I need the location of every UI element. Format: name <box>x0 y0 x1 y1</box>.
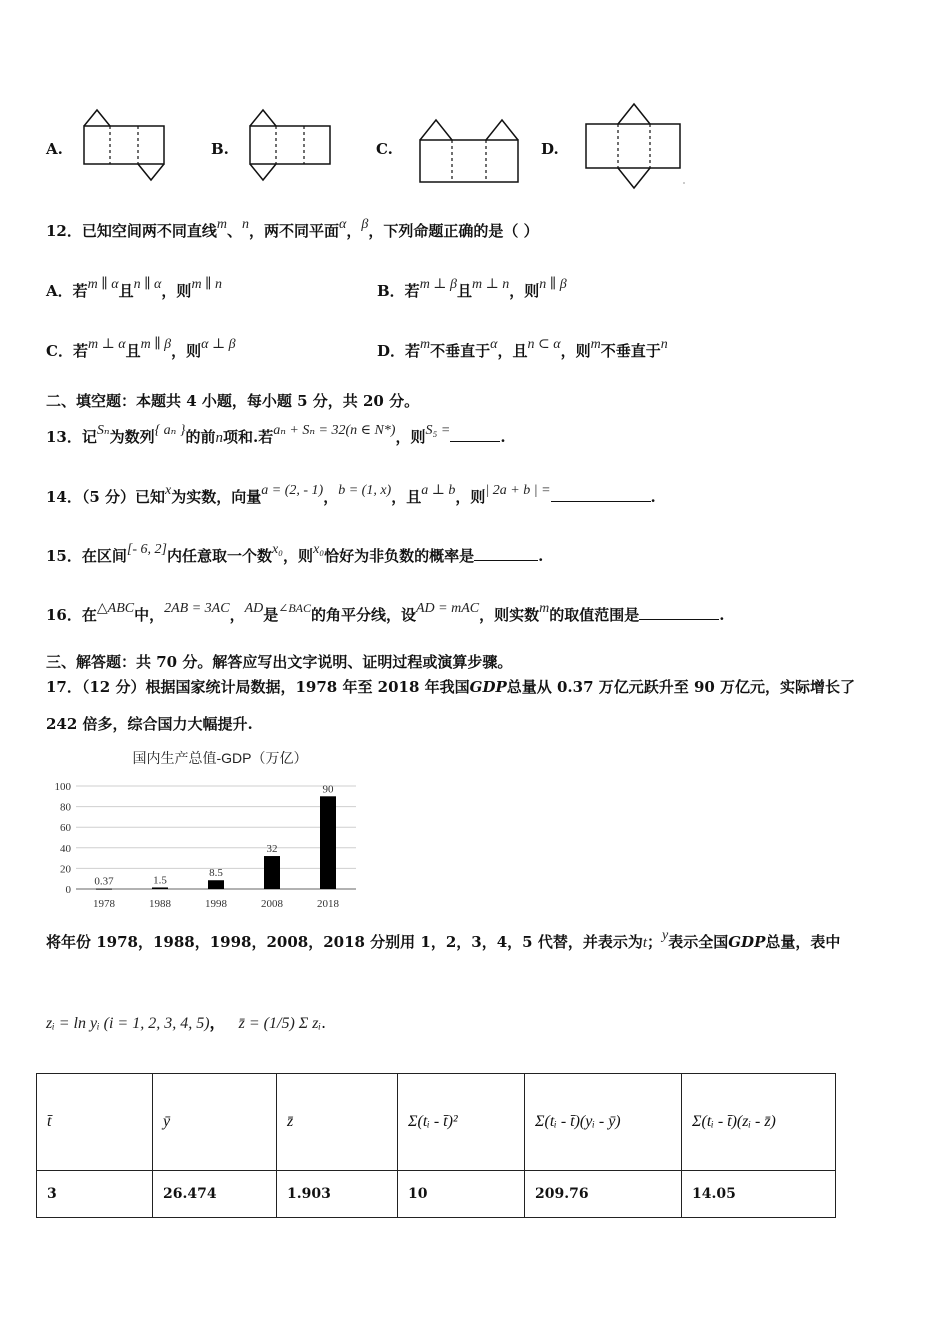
q11-option-b-label: B. <box>211 140 229 158</box>
q14-comma: ， <box>323 488 339 506</box>
y-tick-label: 80 <box>60 801 71 814</box>
data-label: 32 <box>266 843 278 856</box>
q15-p4: 恰好为非负数的概率是 <box>324 547 475 565</box>
table-cell: 26.474 <box>153 1171 277 1218</box>
q14-p3: ，且 <box>391 488 422 506</box>
x-tick-label: 2008 <box>261 898 283 910</box>
chart-title: 国内生产总值-GDP（万亿） <box>132 750 308 766</box>
q12-c-then: ，则 <box>171 342 202 360</box>
q15-interval: [- 6, 2] <box>126 542 167 557</box>
table-header-cell: t̄ <box>37 1074 153 1171</box>
q12-stem <box>46 217 539 241</box>
x-tick-label: 1998 <box>205 898 227 910</box>
section-3-heading: 三、解答题：共 70 分。解答应写出文字说明、证明过程或演算步骤。 <box>46 653 513 671</box>
q17-t: t <box>642 935 647 951</box>
q12-d-c2: α <box>490 337 498 352</box>
q12-c-c3: α ⊥ β <box>201 337 236 352</box>
q12-d-c4: m <box>590 337 601 352</box>
bar-1978 <box>96 889 112 890</box>
q16-answer-blank[interactable] <box>639 605 719 620</box>
q11-option-d-label: D. <box>541 140 559 158</box>
y-tick-label: 0 <box>65 884 71 896</box>
section-2-heading: 二、填空题：本题共 4 小题，每小题 5 分，共 20 分。 <box>46 392 420 410</box>
q16-ang: ∠BAC <box>278 601 311 615</box>
bar-2008 <box>264 856 280 889</box>
y-tick-label: 60 <box>60 822 71 835</box>
q12-c-label: C．若 <box>46 342 88 360</box>
q13-answer-blank[interactable] <box>450 427 500 442</box>
q17-formula-2: z̄ = (1/5) Σ zᵢ <box>238 1015 322 1032</box>
q12-b-c1: m ⊥ β <box>419 277 457 292</box>
q12-stem-beta: β <box>361 217 369 232</box>
bar-1988 <box>152 887 168 889</box>
q14 <box>46 483 656 507</box>
table-header-row <box>37 1074 836 1171</box>
bar-2018 <box>320 796 336 889</box>
q13-end: . <box>500 428 506 446</box>
q16-p2: 中， <box>134 606 165 624</box>
q16-p3: 是 <box>263 606 279 624</box>
q15-x0b: x₀ <box>313 542 325 557</box>
q15 <box>46 542 544 566</box>
q17-gdp2: GDP <box>728 933 766 951</box>
q12-option-b <box>377 277 567 301</box>
x-tick-label: 1978 <box>93 898 115 910</box>
table-header-cell: Σ(tᵢ - t̄)² <box>398 1074 525 1171</box>
q12-b-then: ，则 <box>509 282 540 300</box>
q15-x0: x₀ <box>271 542 284 557</box>
q17-formulas <box>46 1010 326 1033</box>
data-label: 8.5 <box>209 867 223 880</box>
table-cell: 209.76 <box>525 1171 682 1218</box>
x-tick-label: 2018 <box>317 898 339 910</box>
q15-p1: 15．在区间 <box>46 547 127 565</box>
q12-a-c3: m ∥ n <box>191 277 223 292</box>
q16-tri: △ABC <box>96 601 135 616</box>
q17-formula-1: zᵢ = ln yᵢ (i = 1, 2, 3, 4, 5) <box>46 1015 210 1032</box>
q11-figure-a <box>80 106 170 186</box>
q14-p1: 14．（5 分）已知 <box>46 488 166 506</box>
q12-d-t2: ，且 <box>497 342 528 360</box>
q16-p4: 的角平分线，设 <box>310 606 416 624</box>
q12-stem-m: m <box>216 217 228 232</box>
table-header-cell: z̄ <box>277 1074 398 1171</box>
q13-p3: 的前 <box>185 428 216 446</box>
q13-p1: 13．记 <box>46 428 97 446</box>
q12-d-t3: ，则 <box>560 342 591 360</box>
q14-x: x <box>165 483 172 498</box>
q16-end: . <box>719 606 725 624</box>
q17-after-b: 表示全国 <box>668 933 729 951</box>
q11-option-c-label: C. <box>376 140 393 158</box>
q17-semi: ； <box>647 933 663 951</box>
q12-stem-comma: ， <box>346 222 362 240</box>
q12-stem-sep: 、 <box>227 222 243 240</box>
q12-a-label: A．若 <box>46 282 88 300</box>
q14-a: a = (2, - 1) <box>261 483 324 498</box>
q15-end: . <box>538 547 544 565</box>
q12-stem-n: n <box>242 217 250 232</box>
q12-d-label: D．若 <box>377 342 421 360</box>
q17-after-a: 将年份 1978，1988，1998，2008，2018 分别用 1，2，3，4，5 代替，并表示为 <box>46 933 643 951</box>
table-row <box>37 1171 836 1218</box>
q14-p2: 为实数，向量 <box>171 488 262 506</box>
q12-stem-alpha: α <box>339 217 347 232</box>
q12-stem-suffix: ，下列命题正确的是（ ） <box>368 222 539 240</box>
q16-p6: 的取值范围是 <box>549 606 640 624</box>
q12-a-and: 且 <box>118 282 134 300</box>
q11-option-a-label: A. <box>46 140 63 158</box>
q16-comma: ， <box>229 606 245 624</box>
y-tick-label: 20 <box>60 863 71 876</box>
q12-b-c2: m ⊥ n <box>471 277 510 292</box>
q12-option-c <box>46 337 236 361</box>
table-cell: 1.903 <box>277 1171 398 1218</box>
statistics-table <box>36 1073 836 1218</box>
q16-p5: ，则实数 <box>479 606 540 624</box>
table-cell: 10 <box>398 1171 525 1218</box>
q13-sn: Sₙ <box>96 423 110 438</box>
table-cell: 14.05 <box>682 1171 836 1218</box>
q17-line2: 242 倍多，综合国力大幅提升. <box>46 715 253 733</box>
q17-after-c: 总量，表中 <box>765 933 841 951</box>
q13-s5: S₅ = <box>425 423 451 438</box>
q14-expr: | 2a + b | = <box>485 483 551 498</box>
q14-perp: a ⊥ b <box>421 483 456 498</box>
data-label: 90 <box>322 783 334 796</box>
q16 <box>46 601 725 625</box>
table-header-cell: ȳ <box>153 1074 277 1171</box>
table-header-cell: Σ(tᵢ - t̄)(zᵢ - z̄) <box>682 1074 836 1171</box>
q13-p2: 为数列 <box>109 428 155 446</box>
q17-formula-comma: ， <box>209 1013 226 1032</box>
q17-y: y <box>662 928 669 943</box>
q12-stem-mid: ，两不同平面 <box>249 222 340 240</box>
q13-cond: aₙ + Sₙ = 32(n ∈ N*) <box>273 423 396 438</box>
q13-n: n <box>215 430 223 446</box>
q12-b-c3: n ∥ β <box>539 277 567 292</box>
bar-1998 <box>208 880 224 889</box>
q12-a-then: ，则 <box>161 282 192 300</box>
q15-p3: ，则 <box>283 547 314 565</box>
q17-line1 <box>46 676 855 697</box>
data-label: 1.5 <box>153 874 167 887</box>
q14-p4: ，则 <box>455 488 486 506</box>
q15-p2: 内任意取一个数 <box>166 547 272 565</box>
q17-line1-b: 总量从 0.37 万亿元跃升至 90 万亿元，实际增长了 <box>506 678 856 696</box>
q14-end: . <box>650 488 656 506</box>
data-label: 0.37 <box>94 875 114 888</box>
q12-c-c1: m ⊥ α <box>87 337 126 352</box>
q14-b: b = (1, x) <box>338 483 392 498</box>
q12-a-c2: n ∥ α <box>133 277 162 292</box>
q11-figure-b <box>246 106 336 186</box>
q16-eq: 2AB = 3AC <box>164 601 230 616</box>
q17-line1-a: 17．（12 分）根据国家统计局数据，1978 年至 2018 年我国 <box>46 678 470 696</box>
q16-m: m <box>539 601 550 616</box>
q13-p5: ，则 <box>395 428 426 446</box>
q15-answer-blank[interactable] <box>474 546 538 561</box>
q11-figure-c <box>414 112 524 188</box>
q12-d-c1: m <box>420 337 431 352</box>
q11-figure-d <box>580 100 690 192</box>
y-tick-label: 40 <box>60 842 71 855</box>
q16-p1: 16．在 <box>46 606 97 624</box>
q12-b-and: 且 <box>456 282 472 300</box>
q12-a-c1: m ∥ α <box>87 277 119 292</box>
table-cell: 3 <box>37 1171 153 1218</box>
q12-b-label: B．若 <box>377 282 420 300</box>
table-header-cell: Σ(tᵢ - t̄)(yᵢ - ȳ) <box>525 1074 682 1171</box>
q17-gdp: GDP <box>469 678 507 696</box>
q12-option-d <box>377 337 668 361</box>
x-tick-label: 1988 <box>149 898 171 910</box>
q17-formula-period: . <box>321 1013 327 1032</box>
y-tick-label: 100 <box>54 781 71 793</box>
q13 <box>46 423 506 447</box>
q12-c-c2: m ∥ β <box>140 337 172 352</box>
q17-after-chart <box>46 928 841 952</box>
q16-eq2: AD = mAC <box>416 601 480 616</box>
q12-d-t1: 不垂直于 <box>430 342 491 360</box>
q12-d-t4: 不垂直于 <box>600 342 661 360</box>
q13-an: { aₙ } <box>154 423 186 438</box>
q12-option-a <box>46 277 223 301</box>
gdp-bar-chart <box>44 744 374 918</box>
q13-p4: 项和.若 <box>222 428 274 446</box>
q12-d-c3: n ⊂ α <box>527 337 561 352</box>
q12-c-and: 且 <box>125 342 141 360</box>
q12-stem-prefix: 12．已知空间两不同直线 <box>46 222 217 240</box>
q14-answer-blank[interactable] <box>551 487 651 502</box>
q16-ad: AD <box>244 601 264 616</box>
q12-d-c5: n <box>660 337 668 352</box>
